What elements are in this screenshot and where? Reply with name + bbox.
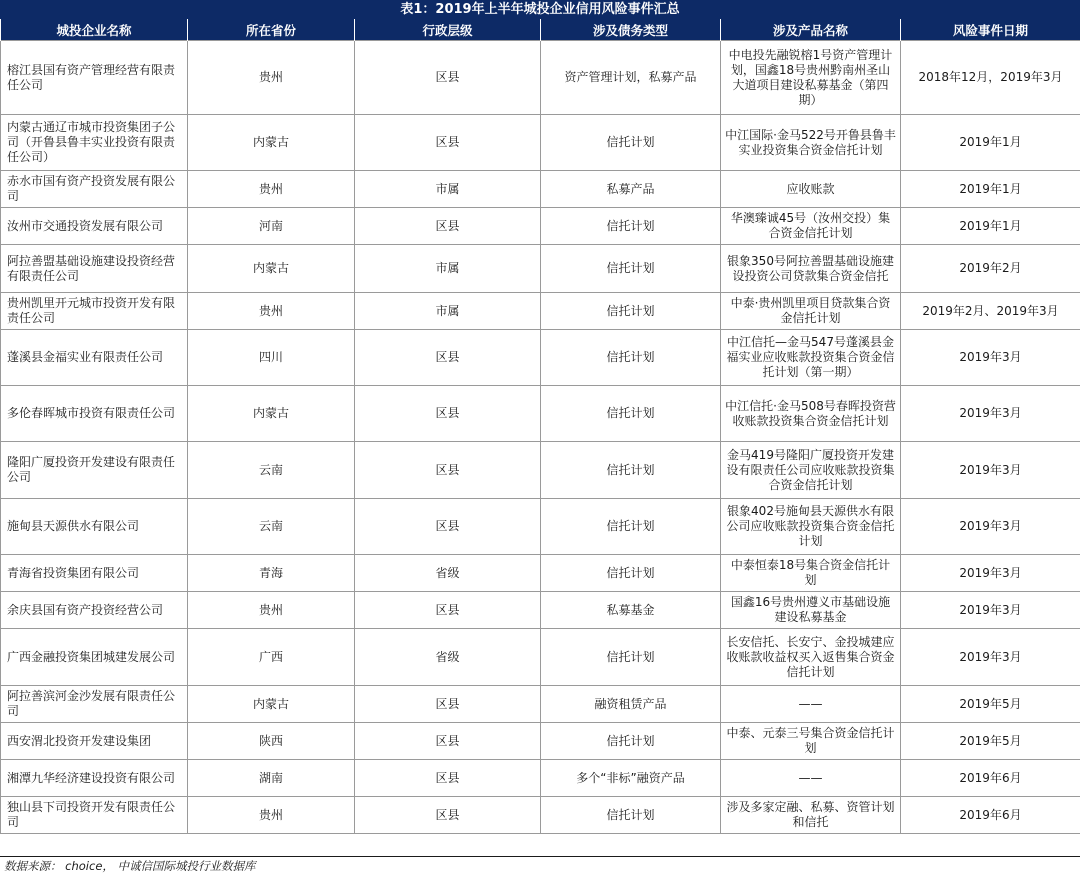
province-cell: 贵州 [188, 171, 355, 208]
debt-type-cell: 信托计划 [541, 293, 721, 330]
debt-type-cell: 私募产品 [541, 171, 721, 208]
col-header-level: 行政层级 [355, 19, 541, 41]
debt-type-cell: 融资租赁产品 [541, 686, 721, 723]
table-row [1, 330, 1080, 386]
province-cell: 陕西 [188, 723, 355, 760]
debt-type-cell: 信托计划 [541, 555, 721, 592]
level-cell: 区县 [355, 499, 541, 555]
product-cell: 银象350号阿拉善盟基础设施建设投资公司贷款集合资金信托 [721, 245, 901, 293]
province-cell: 贵州 [188, 797, 355, 834]
province-cell: 河南 [188, 208, 355, 245]
debt-type-cell: 信托计划 [541, 245, 721, 293]
province-cell: 云南 [188, 499, 355, 555]
company-cell: 汝州市交通投资发展有限公司 [1, 208, 188, 245]
company-cell: 湘潭九华经济建设投资有限公司 [1, 760, 188, 797]
product-cell: 中电投先融锐榕1号资产管理计划，国鑫18号贵州黔南州圣山大道项目建设私募基金（第四期） [721, 41, 901, 115]
debt-type-cell: 信托计划 [541, 629, 721, 686]
company-cell: 西安渭北投资开发建设集团 [1, 723, 188, 760]
product-cell: 中江国际·金马522号开鲁县鲁丰实业投资集合资金信托计划 [721, 115, 901, 171]
company-cell: 多伦春晖城市投资有限责任公司 [1, 386, 188, 442]
company-cell: 青海省投资集团有限公司 [1, 555, 188, 592]
product-cell: 中泰·贵州凯里项目贷款集合资金信托计划 [721, 293, 901, 330]
company-cell: 榕江县国有资产管理经营有限责任公司 [1, 41, 188, 115]
province-cell: 内蒙古 [188, 686, 355, 723]
company-cell: 赤水市国有资产投资发展有限公司 [1, 171, 188, 208]
product-cell: 中江信托·金马508号春晖投资营收账款投资集合资金信托计划 [721, 386, 901, 442]
date-cell: 2019年3月 [901, 555, 1080, 592]
level-cell: 省级 [355, 555, 541, 592]
table-row [1, 629, 1080, 686]
company-cell: 阿拉善滨河金沙发展有限责任公司 [1, 686, 188, 723]
debt-type-cell: 信托计划 [541, 330, 721, 386]
company-cell: 阿拉善盟基础设施建设投资经营有限责任公司 [1, 245, 188, 293]
debt-type-cell: 信托计划 [541, 386, 721, 442]
date-cell: 2019年3月 [901, 499, 1080, 555]
table-row [1, 592, 1080, 629]
debt-type-cell: 信托计划 [541, 797, 721, 834]
level-cell: 省级 [355, 629, 541, 686]
date-cell: 2019年1月 [901, 208, 1080, 245]
date-cell: 2019年2月、2019年3月 [901, 293, 1080, 330]
date-cell: 2018年12月，2019年3月 [901, 41, 1080, 115]
table-row [1, 293, 1080, 330]
company-cell: 贵州凯里开元城市投资开发有限责任公司 [1, 293, 188, 330]
level-cell: 区县 [355, 723, 541, 760]
table-row [1, 760, 1080, 797]
date-cell: 2019年1月 [901, 115, 1080, 171]
province-cell: 四川 [188, 330, 355, 386]
level-cell: 区县 [355, 592, 541, 629]
level-cell: 市属 [355, 245, 541, 293]
header-row [1, 19, 1080, 41]
level-cell: 市属 [355, 293, 541, 330]
level-cell: 市属 [355, 171, 541, 208]
product-cell: 金马419号隆阳广厦投资开发建设有限责任公司应收账款投资集合资金信托计划 [721, 442, 901, 499]
debt-type-cell: 信托计划 [541, 442, 721, 499]
debt-type-cell: 多个“非标”融资产品 [541, 760, 721, 797]
table-body [1, 41, 1080, 834]
debt-type-cell: 私募基金 [541, 592, 721, 629]
table-row [1, 442, 1080, 499]
debt-type-cell: 信托计划 [541, 723, 721, 760]
company-cell: 余庆县国有资产投资经营公司 [1, 592, 188, 629]
date-cell: 2019年1月 [901, 171, 1080, 208]
table-row [1, 41, 1080, 115]
debt-type-cell: 信托计划 [541, 208, 721, 245]
product-cell: 涉及多家定融、私募、资管计划和信托 [721, 797, 901, 834]
province-cell: 湖南 [188, 760, 355, 797]
product-cell: 华澳臻诚45号（汝州交投）集合资金信托计划 [721, 208, 901, 245]
company-cell: 施甸县天源供水有限公司 [1, 499, 188, 555]
product-cell: 中泰、元泰三号集合资金信托计划 [721, 723, 901, 760]
province-cell: 贵州 [188, 293, 355, 330]
col-header-date: 风险事件日期 [901, 19, 1080, 41]
company-cell: 独山县下司投资开发有限责任公司 [1, 797, 188, 834]
level-cell: 区县 [355, 115, 541, 171]
date-cell: 2019年5月 [901, 723, 1080, 760]
product-cell: —— [721, 686, 901, 723]
risk-events-table [0, 19, 1080, 834]
table-row [1, 245, 1080, 293]
table-row [1, 386, 1080, 442]
level-cell: 区县 [355, 41, 541, 115]
province-cell: 内蒙古 [188, 386, 355, 442]
product-cell: 国鑫16号贵州遵义市基础设施建设私募基金 [721, 592, 901, 629]
table-row [1, 797, 1080, 834]
table-row [1, 171, 1080, 208]
table-row [1, 115, 1080, 171]
level-cell: 区县 [355, 386, 541, 442]
level-cell: 区县 [355, 442, 541, 499]
province-cell: 青海 [188, 555, 355, 592]
company-cell: 隆阳广厦投资开发建设有限责任公司 [1, 442, 188, 499]
col-header-debt-type: 涉及债务类型 [541, 19, 721, 41]
province-cell: 云南 [188, 442, 355, 499]
debt-type-cell: 资产管理计划，私募产品 [541, 41, 721, 115]
date-cell: 2019年3月 [901, 330, 1080, 386]
product-cell: —— [721, 760, 901, 797]
product-cell: 中泰恒泰18号集合资金信托计划 [721, 555, 901, 592]
product-cell: 长安信托、长安宁、金投城建应收账款收益权买入返售集合资金信托计划 [721, 629, 901, 686]
date-cell: 2019年6月 [901, 797, 1080, 834]
col-header-company: 城投企业名称 [1, 19, 188, 41]
date-cell: 2019年6月 [901, 760, 1080, 797]
province-cell: 贵州 [188, 592, 355, 629]
level-cell: 区县 [355, 760, 541, 797]
table-title: 表1：2019年上半年城投企业信用风险事件汇总 [0, 0, 1080, 19]
company-cell: 广西金融投资集团城建发展公司 [1, 629, 188, 686]
col-header-product: 涉及产品名称 [721, 19, 901, 41]
province-cell: 贵州 [188, 41, 355, 115]
debt-type-cell: 信托计划 [541, 115, 721, 171]
province-cell: 内蒙古 [188, 115, 355, 171]
table-row [1, 499, 1080, 555]
date-cell: 2019年2月 [901, 245, 1080, 293]
table-row [1, 208, 1080, 245]
level-cell: 区县 [355, 208, 541, 245]
product-cell: 应收账款 [721, 171, 901, 208]
product-cell: 银象402号施甸县天源供水有限公司应收账款投资集合资金信托计划 [721, 499, 901, 555]
level-cell: 区县 [355, 797, 541, 834]
table-row [1, 723, 1080, 760]
product-cell: 中江信托—金马547号蓬溪县金福实业应收账款投资集合资金信托计划（第一期） [721, 330, 901, 386]
date-cell: 2019年3月 [901, 386, 1080, 442]
data-source-note: 数据来源： choice， 中诚信国际城投行业数据库 [0, 856, 1080, 876]
table-row [1, 555, 1080, 592]
date-cell: 2019年3月 [901, 442, 1080, 499]
company-cell: 内蒙古通辽市城市投资集团子公司（开鲁县鲁丰实业投资有限责任公司） [1, 115, 188, 171]
table-row [1, 686, 1080, 723]
debt-type-cell: 信托计划 [541, 499, 721, 555]
company-cell: 蓬溪县金福实业有限责任公司 [1, 330, 188, 386]
province-cell: 广西 [188, 629, 355, 686]
level-cell: 区县 [355, 330, 541, 386]
province-cell: 内蒙古 [188, 245, 355, 293]
date-cell: 2019年5月 [901, 686, 1080, 723]
col-header-province: 所在省份 [188, 19, 355, 41]
date-cell: 2019年3月 [901, 629, 1080, 686]
date-cell: 2019年3月 [901, 592, 1080, 629]
level-cell: 区县 [355, 686, 541, 723]
